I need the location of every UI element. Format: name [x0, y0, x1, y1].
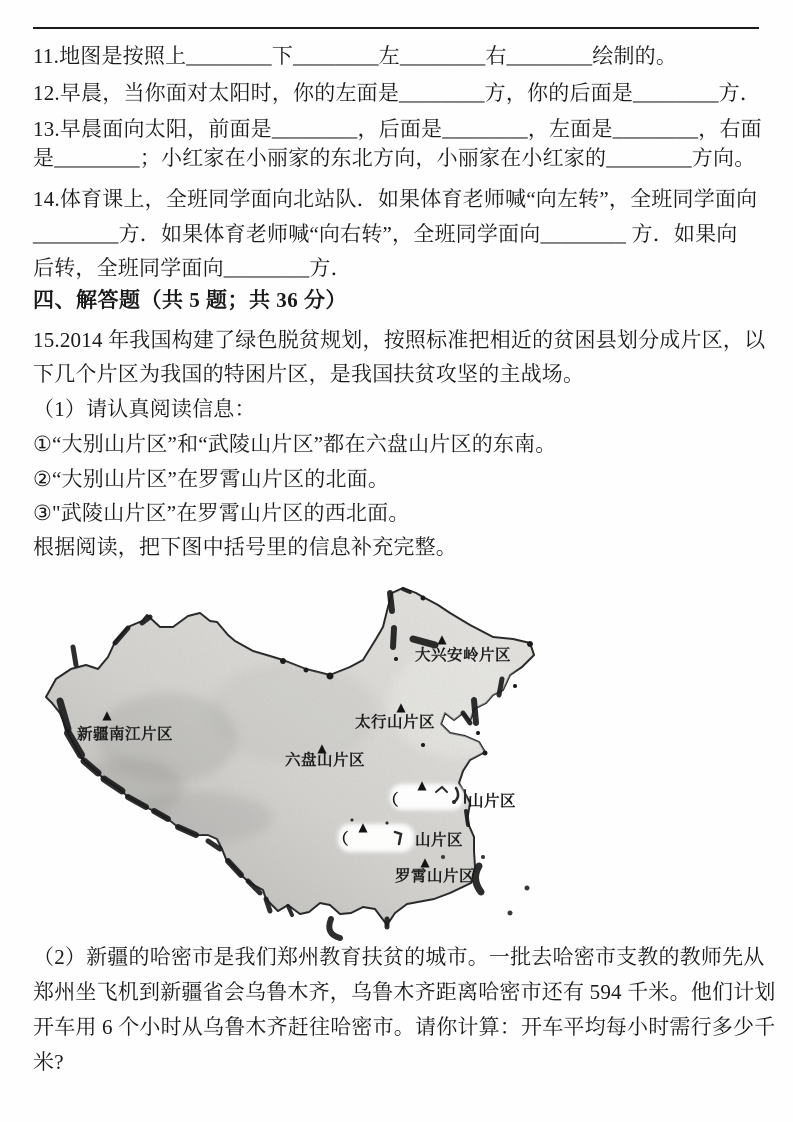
- mountain-triangle-icon: ▲: [437, 632, 447, 646]
- clue-1-line: ①“大别山片区”和“武陵山片区”都在六盘山片区的东南。: [33, 432, 557, 456]
- label-blank1-paren: （: [383, 792, 400, 809]
- china-map: [38, 583, 554, 943]
- mountain-triangle-icon: ▲: [420, 855, 430, 869]
- mountain-triangle-icon: ▲: [317, 741, 327, 755]
- question-11-line: 11.地图是按照上________下________左________右________绘制的。: [33, 44, 678, 68]
- question-14-line-3: 后转，全班同学面向________方．: [33, 256, 352, 280]
- question-12-line: 12.早晨，当你面对太阳时，你的左面是________方，你的后面是________方．: [33, 81, 762, 105]
- label-taihangshan: 太行山片区: [355, 714, 436, 731]
- clue-3-line: ③"武陵山片区”在罗霄山片区的西北面。: [33, 501, 410, 525]
- label-luoxiaoshan: 罗霄山片区: [395, 868, 476, 885]
- mountain-triangle-icon: ▲: [396, 700, 406, 714]
- question-15-part2-line-4: 米?: [33, 1050, 64, 1074]
- question-15-line-1: 15.2014 年我国构建了绿色脱贫规划，按照标准把相近的贫困县划分成片区，以: [33, 328, 766, 352]
- label-blank2-paren: （: [333, 831, 350, 848]
- clue-2-line: ②“大别山片区”在罗霄山片区的北面。: [33, 467, 390, 491]
- question-15-part2-line-1: （2）新疆的哈密市是我们郑州教育扶贫的城市。一批去哈密市支教的教师先从: [33, 945, 765, 969]
- label-liupanshan: 六盘山片区: [285, 752, 366, 769]
- map-instruction-line: 根据阅读，把下图中括号里的信息补充完整。: [33, 535, 457, 559]
- label-daxinganling: 大兴安岭片区: [415, 647, 512, 664]
- question-15-part2-line-3: 开车用 6 个小时从乌鲁木齐赶往哈密市。请你计算：开车平均每小时需行多少千: [33, 1015, 776, 1039]
- mountain-triangle-icon: ▲: [102, 708, 112, 722]
- question-13-line-2: 是________；小红家在小丽家的东北方向，小丽家在小红家的________方向。: [33, 146, 756, 170]
- question-15-line-2: 下几个片区为我国的特困片区，是我国扶贫攻坚的主战场。: [33, 362, 585, 386]
- header-rule: [33, 27, 759, 29]
- section-header: 四、解答题（共 5 题；共 36 分）: [33, 288, 347, 312]
- mountain-triangle-icon: ▲: [358, 820, 368, 834]
- label-xinjiang-nanjiang: 新疆南江片区: [77, 726, 174, 743]
- question-14-line-1: 14.体育课上，全班同学面向北站队．如果体育老师喊“向左转”，全班同学面向: [33, 187, 758, 211]
- label-blank2-suffix: 山片区: [415, 832, 464, 849]
- label-blank1-suffix: 山片区: [468, 793, 517, 810]
- question-13-line-1: 13.早晨面向太阳，前面是________，后面是________，左面是________，右面: [33, 117, 762, 141]
- mountain-triangle-icon: ▲: [417, 778, 427, 792]
- question-14-line-2: ________方．如果体育老师喊“向右转”，全班同学面向________ 方．如果向: [33, 222, 738, 246]
- question-15-part1-label: （1）请认真阅读信息：: [33, 397, 256, 421]
- china-map-figure: [38, 583, 554, 943]
- question-15-part2-line-2: 郑州坐飞机到新疆省会乌鲁木齐，乌鲁木齐距离哈密市还有 594 千米。他们计划: [33, 980, 776, 1004]
